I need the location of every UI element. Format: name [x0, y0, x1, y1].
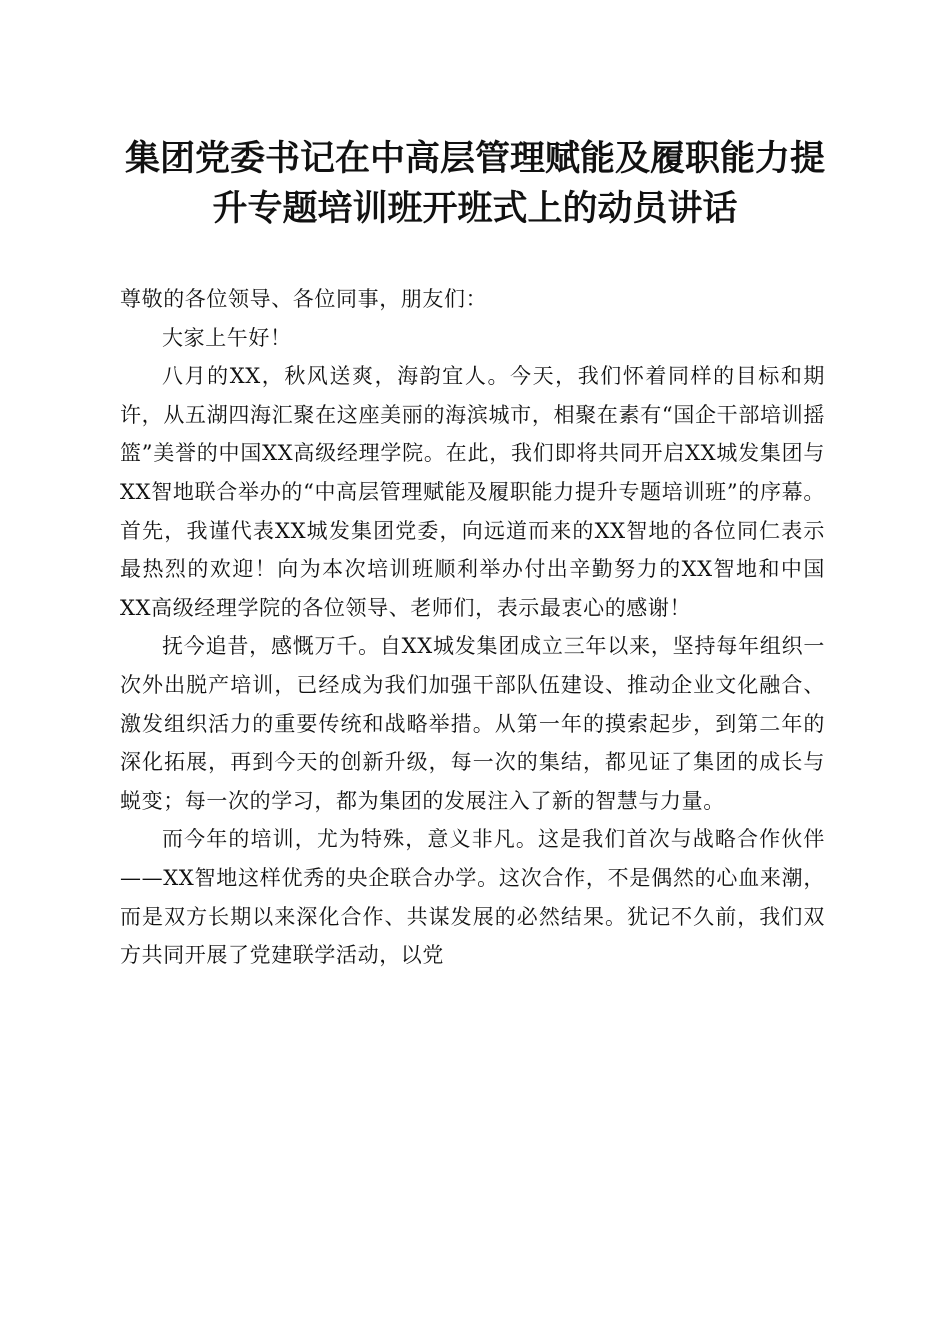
paragraph-history: 抚今追昔，感慨万千。自XX城发集团成立三年以来，坚持每年组织一次外出脱产培训，已经成为我们加强干部队伍建设、推动企业文化融合、激发组织活力的重要传统和战略举措。从第一年的摸索起步，到第二年的深化拓展，再到今天的创新升级，每一次的集结，都见证了集团的成长与蜕变；每一次的学习，都为集团的发展注入了新的智慧与力量。 — [120, 634, 825, 813]
salutation: 尊敬的各位领导、各位同事，朋友们： — [120, 287, 488, 311]
paragraph-significance: 而今年的培训，尤为特殊，意义非凡。这是我们首次与战略合作伙伴——XX智地这样优秀的央企联合办学。这次合作，不是偶然的心血来潮，而是双方长期以来深化合作、共谋发展的必然结果。犹记不久前，我们双方共同开展了党建联学活动，以党 — [120, 827, 825, 968]
document-body — [120, 280, 825, 975]
title-line-2: 升专题培训班开班式上的动员讲话 — [212, 188, 738, 229]
title-line-1: 集团党委书记在中高层管理赋能及履职能力提 — [124, 138, 825, 179]
paragraph-opening: 八月的XX，秋风送爽，海韵宜人。今天，我们怀着同样的目标和期许，从五湖四海汇聚在这座美丽的海滨城市，相聚在素有“国企干部培训摇篮”美誉的中国XX高级经理学院。在此，我们即将共同开启XX城发集团与XX智地联合举办的“中高层管理赋能及履职能力提升专题培训班”的序幕。首先，我谨代表XX城发集团党委，向远道而来的XX智地的各位同仁表示最热烈的欢迎！向为本次培训班顺利举办付出辛勤努力的XX智地和中国XX高级经理学院的各位领导、老师们，表示最衷心的感谢！ — [120, 364, 825, 620]
paragraph-greeting: 大家上午好！ — [162, 325, 292, 350]
document-title — [100, 134, 850, 234]
